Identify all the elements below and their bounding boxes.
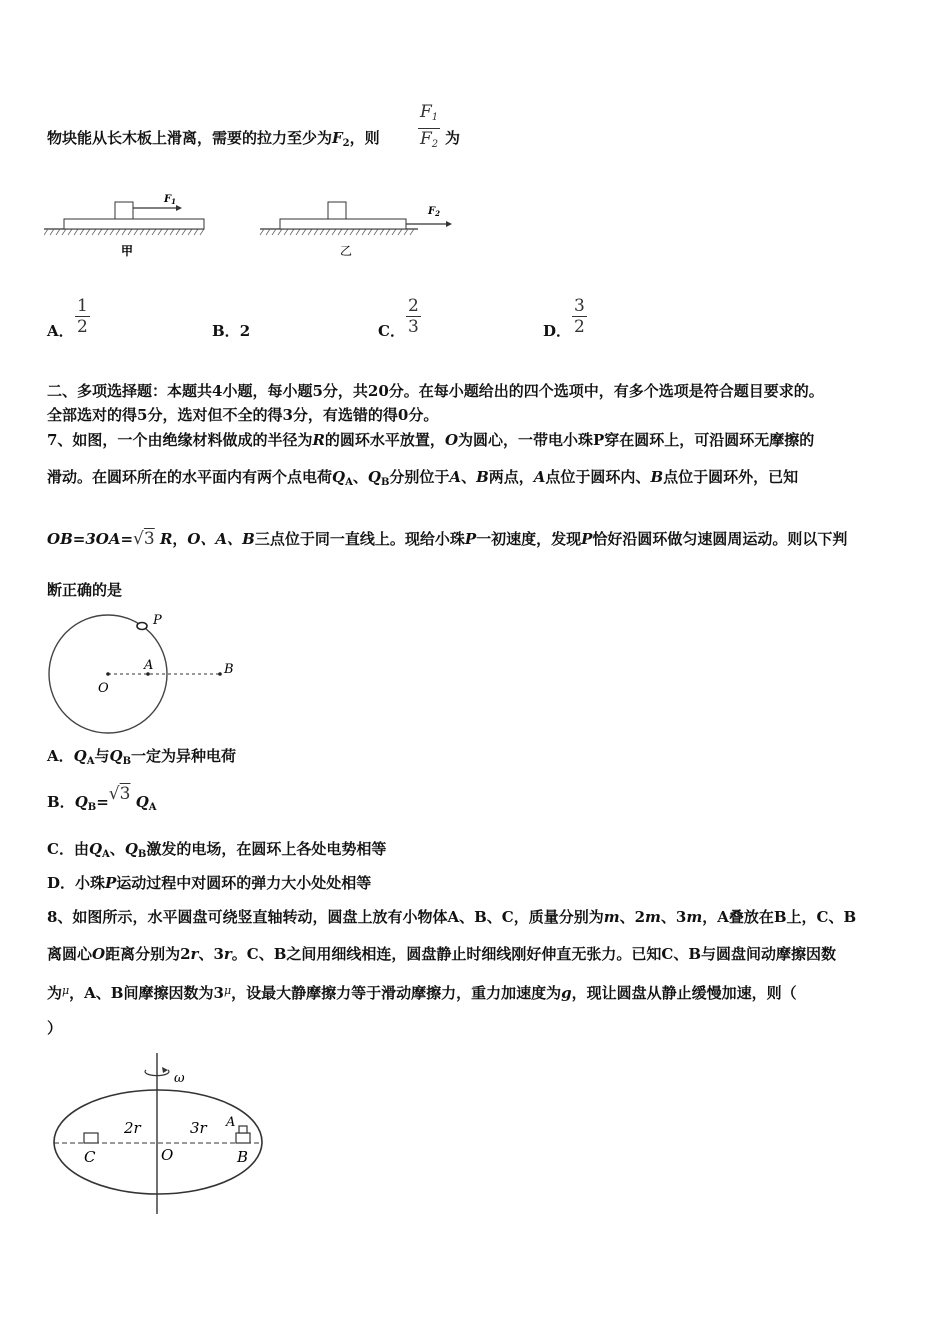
q6-figure-left bbox=[44, 192, 214, 262]
q8-stem-line4: ） bbox=[47, 1019, 63, 1037]
force-f1-label: $F_1$ bbox=[164, 194, 176, 206]
q6-option-a-fraction: $\frac{1}{2}$ bbox=[77, 296, 88, 337]
q8-stem-line1: 8、如图所示，水平圆盘可绕竖直轴转动，圆盘上放有小物体A、B、C，质量分别为m、2m、3m，A叠放在B上，C、B bbox=[47, 908, 857, 926]
q7-stem-line1: 7、如图，一个由绝缘材料做成的半径为R的圆环水平放置，O为圆心，一带电小珠P穿在圆环上，可沿圆环无摩擦的 bbox=[47, 431, 815, 449]
long-board bbox=[64, 219, 204, 229]
label-o: O bbox=[98, 681, 109, 696]
block bbox=[328, 202, 346, 219]
center-o bbox=[106, 672, 110, 676]
force-f2-label: $F_2$ bbox=[428, 206, 440, 218]
block bbox=[115, 202, 133, 219]
q6-option-d-fraction: $\frac{3}{2}$ bbox=[574, 296, 585, 337]
label-3r: 3r bbox=[190, 1119, 207, 1137]
label-a: A bbox=[144, 658, 154, 673]
block-c bbox=[84, 1133, 98, 1143]
q6-stem-tail: 为 bbox=[445, 129, 461, 147]
block-b bbox=[236, 1133, 250, 1143]
bead-p bbox=[137, 623, 147, 630]
q6-option-d-label: D． bbox=[543, 322, 572, 340]
q7-stem-line2: 滑动。在圆环所在的水平面内有两个点电荷$Q_A$、$Q_B$分别位于A、B两点，A点位于圆环内、B点位于圆环外，已知 bbox=[47, 468, 799, 488]
q8-stem-line2: 离圆心O距离分别为2r、3r。C、B之间用细线相连，圆盘静止时细线刚好伸直无张力。已知C、B与圆盘间动摩擦因数 bbox=[47, 945, 837, 963]
label-p: P bbox=[153, 613, 162, 628]
label-2r: 2r bbox=[124, 1119, 141, 1137]
q6-ratio-fraction: $\frac{F_1}{F_2}$ bbox=[420, 102, 439, 150]
q7-stem-line3: OB=3OA=√3 R，O、A、B三点位于同一直线上。现给小珠P一初速度，发现P恰好沿圆环做匀速圆周运动。则以下判 bbox=[47, 529, 848, 549]
figure-label-jia: 甲 bbox=[121, 244, 134, 258]
q6-option-c-fraction: $\frac{2}{3}$ bbox=[408, 296, 419, 337]
q6-figure-right bbox=[258, 192, 458, 262]
label-b: B bbox=[237, 1148, 249, 1166]
q7-option-c: C．由$Q_A$、$Q_B$激发的电场，在圆环上各处电势相等 bbox=[47, 840, 387, 860]
label-b: B bbox=[224, 662, 234, 677]
q6-option-c-label: C． bbox=[378, 322, 405, 340]
q7-option-b: B．$Q_B=√3$ $Q_A$ bbox=[47, 784, 157, 813]
q7-ring-figure bbox=[40, 606, 250, 736]
long-board bbox=[280, 219, 406, 229]
q8-disk-figure bbox=[50, 1050, 280, 1220]
q6-option-b: B．2 bbox=[212, 322, 251, 340]
label-o: O bbox=[161, 1146, 174, 1164]
figure-label-yi: 乙 bbox=[340, 244, 353, 258]
q7-stem-line4: 断正确的是 bbox=[47, 581, 123, 599]
label-c: C bbox=[84, 1148, 96, 1166]
q7-option-a: A．$Q_A$与$Q_B$一定为异种电荷 bbox=[47, 747, 237, 767]
section2-heading-line1: 二、多项选择题：本题共4小题，每小题5分，共20分。在每小题给出的四个选项中，有多个选项是符合题目要求的。 bbox=[47, 382, 824, 400]
q8-stem-line3: 为$^\mu$，A、B间摩擦因数为$3^\mu$，设最大静摩擦力等于滑动摩擦力，重力加速度为g，现让圆盘从静止缓慢加速，则（ bbox=[47, 984, 797, 1002]
point-b bbox=[218, 672, 222, 676]
q7-option-d: D．小珠P运动过程中对圆环的弹力大小处处相等 bbox=[47, 874, 372, 892]
label-omega: ω bbox=[174, 1071, 185, 1086]
q6-option-a-label: A． bbox=[47, 322, 74, 340]
section2-heading-line2: 全部选对的得5分，选对但不全的得3分，有选错的得0分。 bbox=[47, 406, 439, 424]
q6-stem: 物块能从长木板上滑离，需要的拉力至少为$F_2$，则 bbox=[47, 129, 380, 149]
block-a bbox=[239, 1126, 247, 1133]
label-a: A bbox=[226, 1115, 236, 1130]
